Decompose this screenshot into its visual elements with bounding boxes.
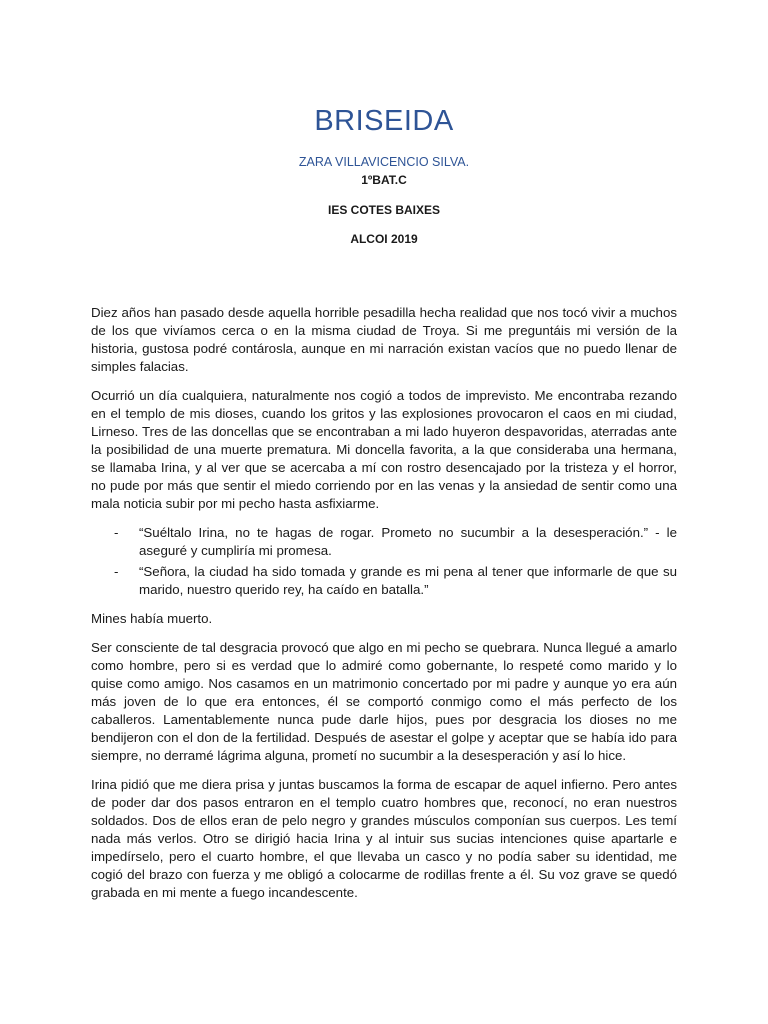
dialogue-line: [91, 563, 677, 599]
paragraph-attack: Ocurrió un día cualquiera, naturalmente nos cogió a todos de imprevisto. Me encontraba rezando en el templo de mis dioses, cuando los gritos y las explosiones provocaron el caos en mi ciudad, Lirneso. Tres de las doncellas que se encontraban a mi lado huyeron despavoridas, aterradas ante la posibilidad de una muerte prematura. Mi doncella favorita, a la que consideraba una hermana, se llamaba Irina, y al ver que se acercaba a mí con rostro desencajado por la tristeza y el horror, no pude por más que sentir el miedo corriendo por en las venas y la ansiedad de sentir como una mala noticia subir por mi pecho hasta asfixiarme.: [91, 388, 677, 511]
paragraph-escape: Irina pidió que me diera prisa y juntas buscamos la forma de escapar de aquel infierno. Pero antes de poder dar dos pasos entraron en el templo cuatro hombres que, reconocí, no eran nuestros soldados. Dos de ellos eran de pelo negro y grandes músculos componían sus cuerpos. Les temí nada más verlos. Otro se dirigió hacia Irina y al intuir sus sucias intenciones quise apartarle e impedírselo, pero el cuarto hombre, el que llevaba un casco y no podía saber su identidad, me cogió del brazo con fuerza y me obligó a colocarme de rodillas frente a él. Su voz grave se quedó grabada en mi mente a fuego incandescente.: [91, 777, 677, 900]
paragraph-intro: Diez años han pasado desde aquella horrible pesadilla hecha realidad que nos tocó vivir a muchos de los que vivíamos cerca o en la misma ciudad de Troya. Si me preguntáis mi versión de la historia, gustosa podré contárosla, aunque en mi narración existan vacíos que no puedo llenar de simples falacias.: [91, 305, 677, 374]
dialogue-dash: -: [114, 525, 119, 540]
story-body: [91, 304, 677, 913]
school-name: IES COTES BAIXES: [327, 203, 441, 217]
class-label: 1ºBAT.C: [361, 173, 407, 187]
paragraph-reflection: Ser consciente de tal desgracia provocó que algo en mi pecho se quebrara. Nunca llegué a amarlo como hombre, pero si es verdad que lo admiré como gobernante, lo respeté como marido y lo quise como amigo. Nos casamos en un matrimonio concertado por mi padre y aunque yo era aún más joven de lo que era entonces, él se comportó conmigo como el más perfecto de los caballeros. Lamentablemente nunca pude darle hijos, pues por desgracia los dioses no me bendijeron con el don de la fertilidad. Después de asestar el golpe y aceptar que se había ido para siempre, no derramé lágrima alguna, prometí no sucumbir a la desesperación y así lo hice.: [91, 640, 677, 763]
dialogue-line: [91, 524, 677, 560]
dialogue-text: “Suéltalo Irina, no te hagas de rogar. Prometo no sucumbir a la desesperación.” - le aseguré y cumpliría mi promesa.: [139, 525, 677, 558]
city-year: ALCOI 2019: [350, 232, 418, 246]
paragraph-death: Mines había muerto.: [91, 611, 213, 626]
dialogue-dash: -: [114, 564, 119, 579]
document-title: BRISEIDA: [314, 105, 454, 137]
dialogue-text: “Señora, la ciudad ha sido tomada y grande es mi pena al tener que informarle de que su marido, nuestro querido rey, ha caído en batalla.”: [139, 564, 677, 597]
author-name: ZARA VILLAVICENCIO SILVA.: [298, 155, 470, 169]
dialogue-list: [91, 524, 677, 599]
